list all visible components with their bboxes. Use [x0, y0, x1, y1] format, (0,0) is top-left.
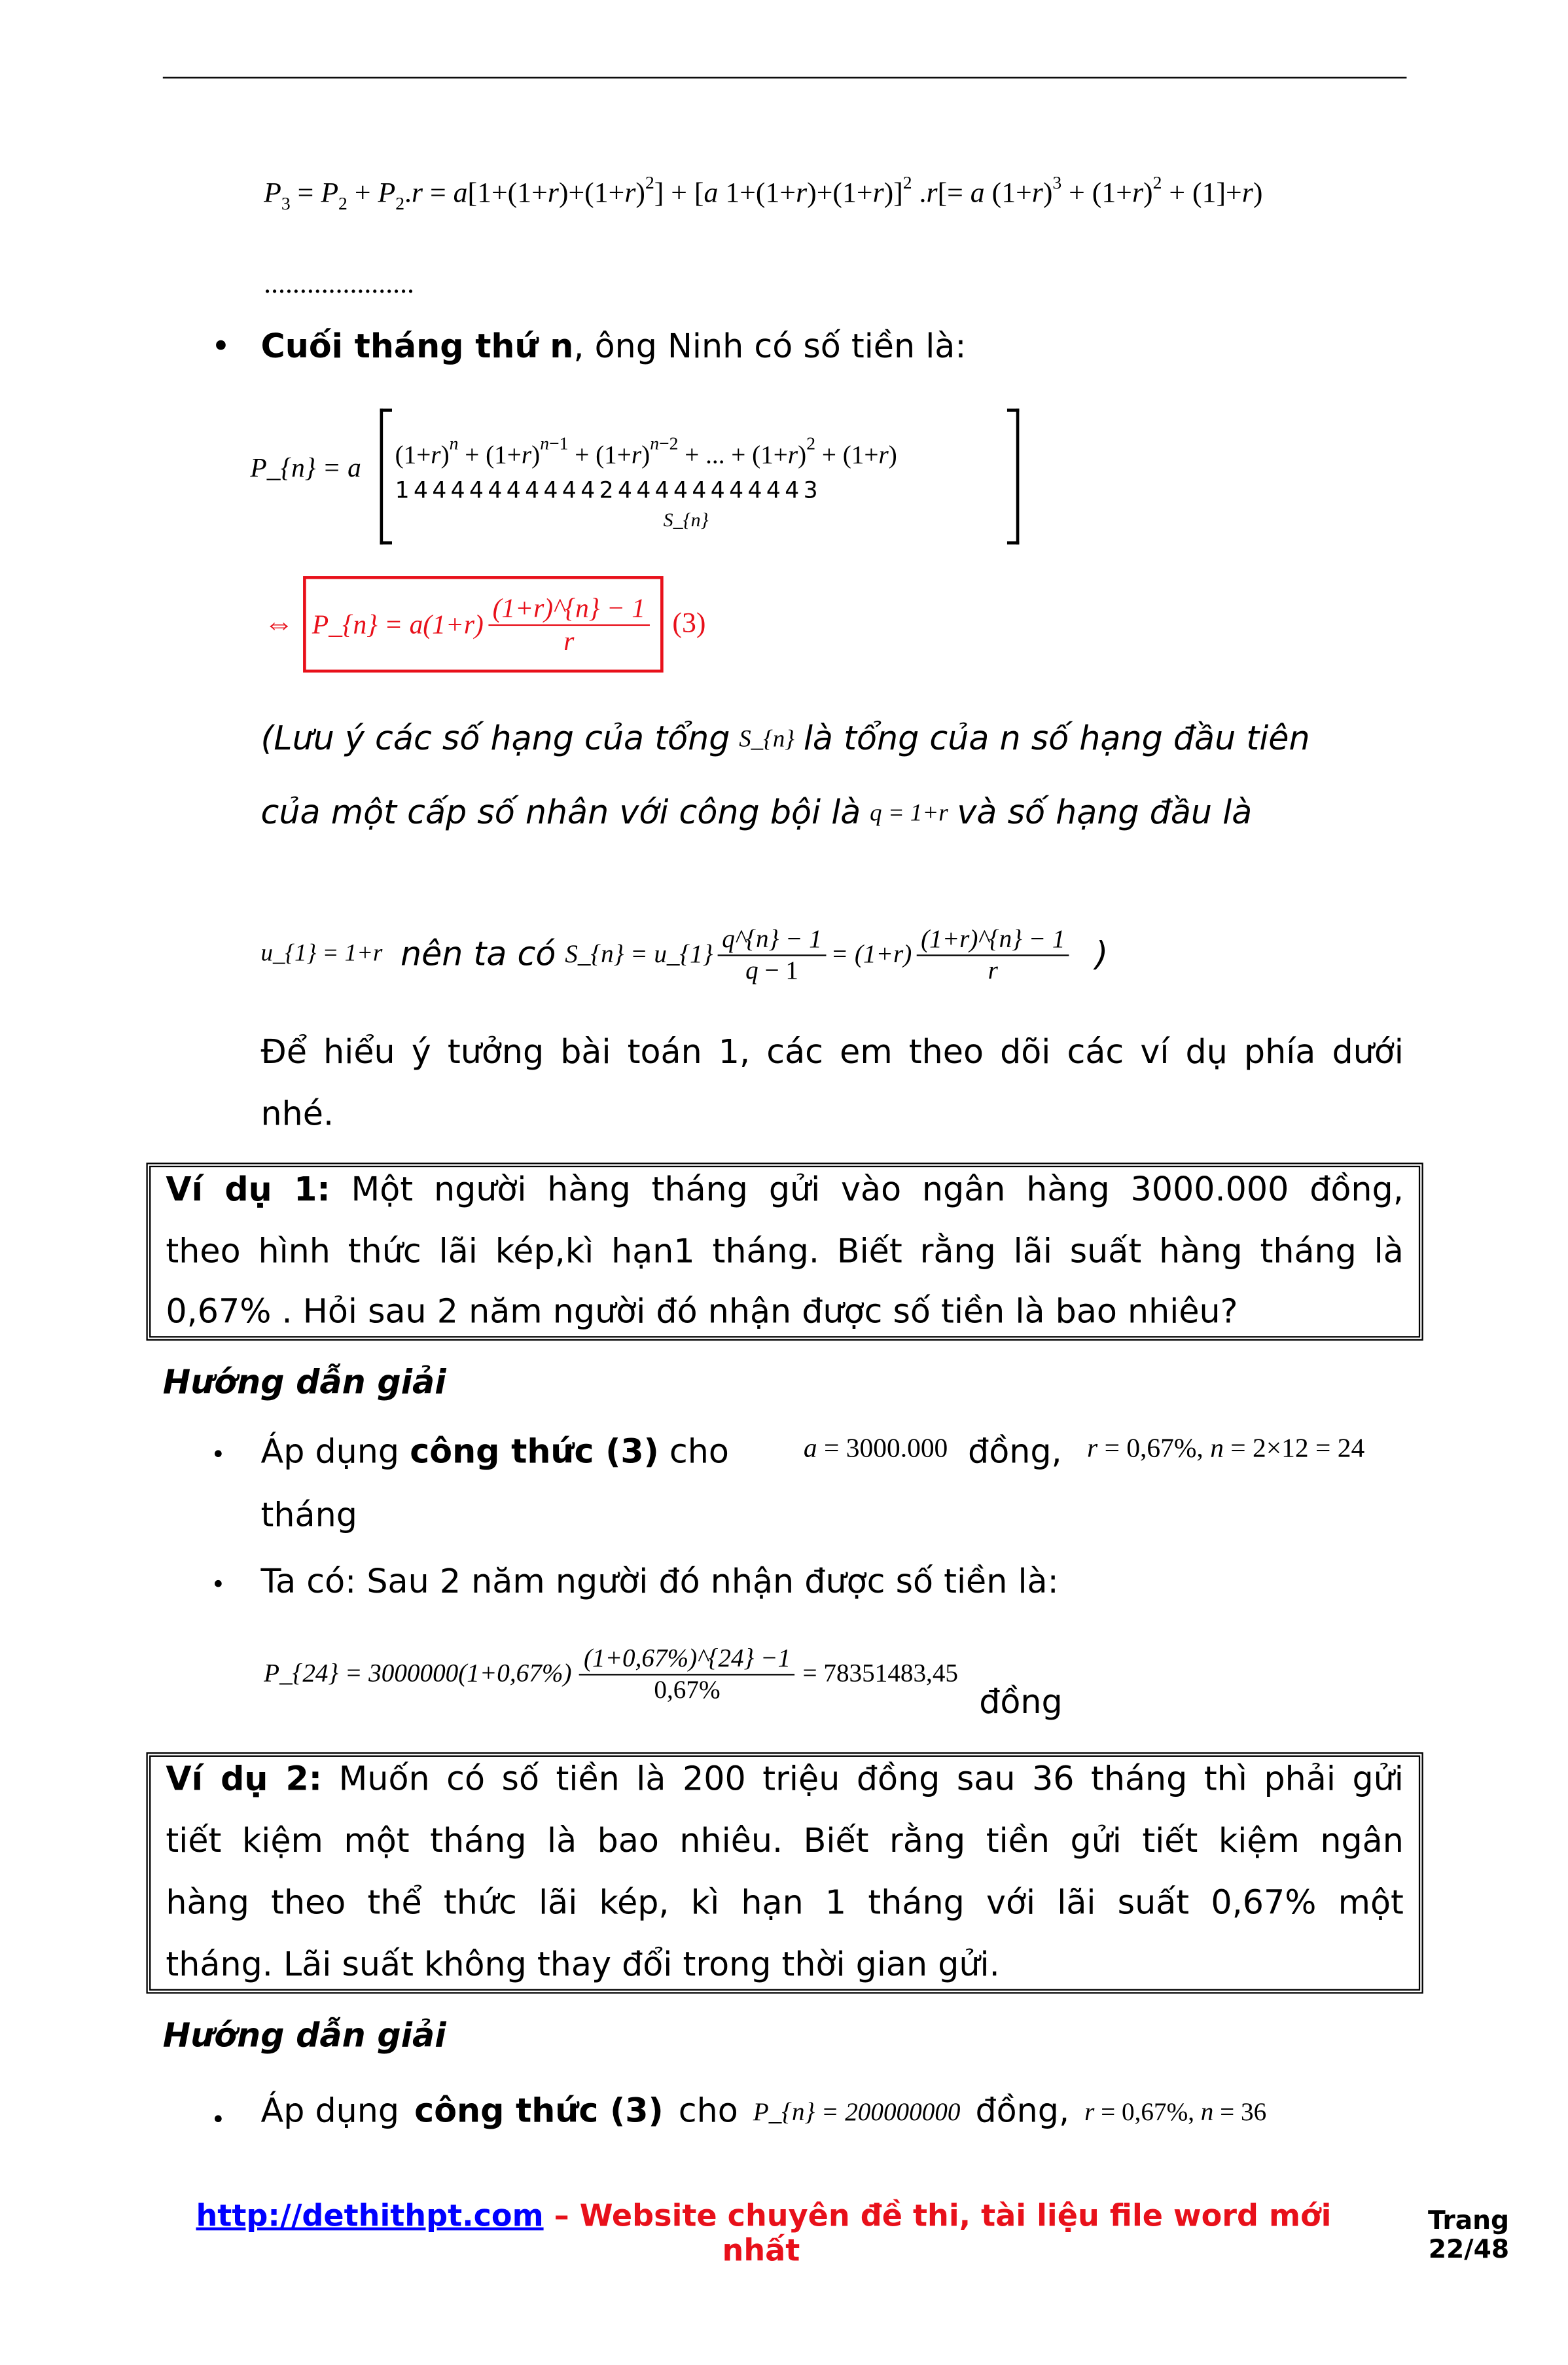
underbrace-label: S_{n}: [663, 508, 709, 531]
example-label: Ví dụ 1:: [166, 1172, 330, 1210]
unit-dong: đồng,: [975, 2093, 1070, 2131]
step-apply-formula-2: [261, 2093, 1267, 2131]
note-line-3: [261, 905, 1109, 1004]
bullet-end-of-month: [261, 329, 967, 367]
example-1-line: 0,67% . Hỏi sau 2 năm người đó nhận được số tiền là bao nhiêu?: [166, 1293, 1238, 1332]
text: cho: [678, 2093, 738, 2131]
footer-tagline: Website chuyên đề thi, tài liệu file word mới: [579, 2197, 1332, 2233]
formula-p24: [264, 1625, 1063, 1722]
numerator: (1+r)^{n} − 1: [916, 924, 1069, 955]
example-2-line: tháng. Lãi suất không thay đổi trong thời gian gửi.: [166, 1947, 1000, 1985]
text: Muốn có số tiền là 200 triệu đồng sau 36 tháng thì phải gửi: [322, 1761, 1404, 1799]
solution-heading-1: Hướng dẫn giải: [162, 1364, 446, 1403]
denominator: q − 1: [745, 955, 798, 984]
note-line-2a: của một cấp số nhân với công bội là: [260, 795, 861, 833]
example-2-box: [146, 1752, 1423, 1994]
text: Áp dụng: [260, 1434, 400, 1472]
example-1-line: [166, 1172, 1403, 1210]
footer-tagline-2: nhất: [722, 2231, 800, 2268]
denominator: r: [988, 955, 998, 984]
numerator: (1+0,67%)^{24} −1: [579, 1643, 795, 1674]
note-line-1a: (Lưu ý các số hạng của tổng: [260, 721, 730, 759]
header-rule: [163, 77, 1407, 78]
bullet: •: [211, 329, 231, 367]
unit-dong: đồng,: [968, 1434, 1062, 1472]
text: cho: [669, 1434, 729, 1472]
example-2-line: tiết kiệm một tháng là bao nhiêu. Biết rằng tiền gửi tiết kiệm ngân: [166, 1823, 1404, 1861]
formula-pn-left: P_{n} = a: [250, 452, 361, 483]
formula-left: S_{n} = u_{1}: [565, 939, 713, 969]
page-count: 22/48: [1428, 2235, 1510, 2266]
formula-mid: = (1+r): [830, 939, 912, 969]
example-2-line: hàng theo thể thức lãi kép, kì hạn 1 tháng với lãi suất 0,67% một: [166, 1885, 1404, 1923]
bullet: •: [211, 1570, 226, 1599]
equivalent-symbol: ⇔: [264, 607, 294, 640]
intro-line-2: nhé.: [260, 1096, 334, 1134]
text: Áp dụng: [260, 2093, 400, 2131]
fraction: [916, 924, 1069, 985]
left-bracket: [380, 408, 392, 544]
text: , ông Ninh có số tiền là:: [573, 329, 967, 367]
note-line-1: [261, 721, 1310, 759]
note-line-2: [261, 795, 1253, 833]
note-line-1b: là tổng của n số hạng đầu tiên: [803, 721, 1310, 759]
boxed-formula: [303, 576, 664, 672]
formula-pn-sum: $(1+r)^n + (1+r)^{n-1} + (1+r)^{n-2}$ + ... + $(1+r)^2 + (1+r)$: [395, 433, 897, 469]
footer-line: [196, 2197, 1331, 2233]
note-line-2b: và số hạng đầu là: [957, 795, 1253, 833]
footer-link[interactable]: http://dethithpt.com: [196, 2197, 544, 2233]
bold-label: Cuối tháng thứ n: [260, 329, 574, 367]
fraction: [488, 592, 650, 657]
solution-heading-2: Hướng dẫn giải: [162, 2017, 446, 2056]
equation-tag: (3): [672, 607, 706, 640]
underbrace-artifact: 1 4 4 4 4 4 4 4 4 4 4 2 4 4 4 4 4 4 4 4 4 4 3: [395, 477, 817, 504]
denominator: 0,67%: [654, 1674, 721, 1704]
value-r-n: r = 0,67%, n = 36: [1084, 2097, 1267, 2126]
ellipsis-dots: .....................: [264, 268, 414, 300]
formula-right: = 78351483,45: [802, 1659, 958, 1688]
fraction: [579, 1643, 795, 1705]
bold-text: công thức (3): [414, 2093, 664, 2131]
example-2-line: [166, 1761, 1403, 1799]
example-label: Ví dụ 2:: [166, 1761, 323, 1799]
value-a: a = 3000.000: [803, 1432, 948, 1463]
fraction: [717, 924, 826, 985]
step-apply-formula: [261, 1434, 729, 1472]
page-label: Trang: [1428, 2206, 1510, 2237]
formula-left: P_{24} = 3000000(1+0,67%): [264, 1659, 572, 1688]
sn-symbol: S_{n}: [739, 726, 794, 752]
numerator: (1+r)^{n} − 1: [488, 592, 650, 625]
value-r-n: r = 0,67%, n = 2×12 = 24: [1087, 1432, 1365, 1463]
formula-sn: [565, 924, 1074, 985]
example-1-box: [146, 1163, 1423, 1341]
example-1-line: theo hình thức lãi kép,kì hạn1 tháng. Biết rằng lãi suất hàng tháng là: [166, 1233, 1404, 1272]
ratio-def: q = 1+r: [870, 800, 948, 826]
bullet: •: [211, 1440, 226, 1469]
page-number: [1425, 2208, 1509, 2266]
formula-left: P_{n} = a(1+r): [312, 608, 484, 639]
denominator: r: [563, 624, 575, 656]
step-result: Ta có: Sau 2 năm người đó nhận được số tiền là:: [260, 1564, 1059, 1602]
text: Một người hàng tháng gửi vào ngân hàng 3000.000 đồng,: [330, 1172, 1404, 1210]
boxed-formula-row: [264, 576, 705, 672]
note-line-3-text: nên ta có: [400, 935, 556, 974]
first-term-def: u_{1} = 1+r: [260, 941, 383, 967]
formula-p3: $P_3 = P_2 + P_2.r = a[1+(1+r)+(1+r)^2] + [a$ 1+(1+r)+(1+r)]$^2$ .r[= a $(1+r)^3 + (1+r)^2 + (1]+r$): [264, 172, 1263, 215]
bullet: •: [211, 2105, 226, 2134]
intro-line-1: Để hiểu ý tưởng bài toán 1, các em theo dõi các ví dụ phía dưới: [260, 1034, 1404, 1073]
unit-dong: đồng: [979, 1684, 1063, 1722]
bold-text: công thức (3): [410, 1434, 659, 1472]
dash: –: [543, 2197, 580, 2233]
right-bracket: [1007, 408, 1019, 544]
numerator: q^{n} − 1: [717, 924, 826, 955]
note-close: ): [1095, 935, 1109, 974]
value-pn: P_{n} = 200000000: [753, 2097, 961, 2126]
unit-month: tháng: [260, 1497, 357, 1536]
